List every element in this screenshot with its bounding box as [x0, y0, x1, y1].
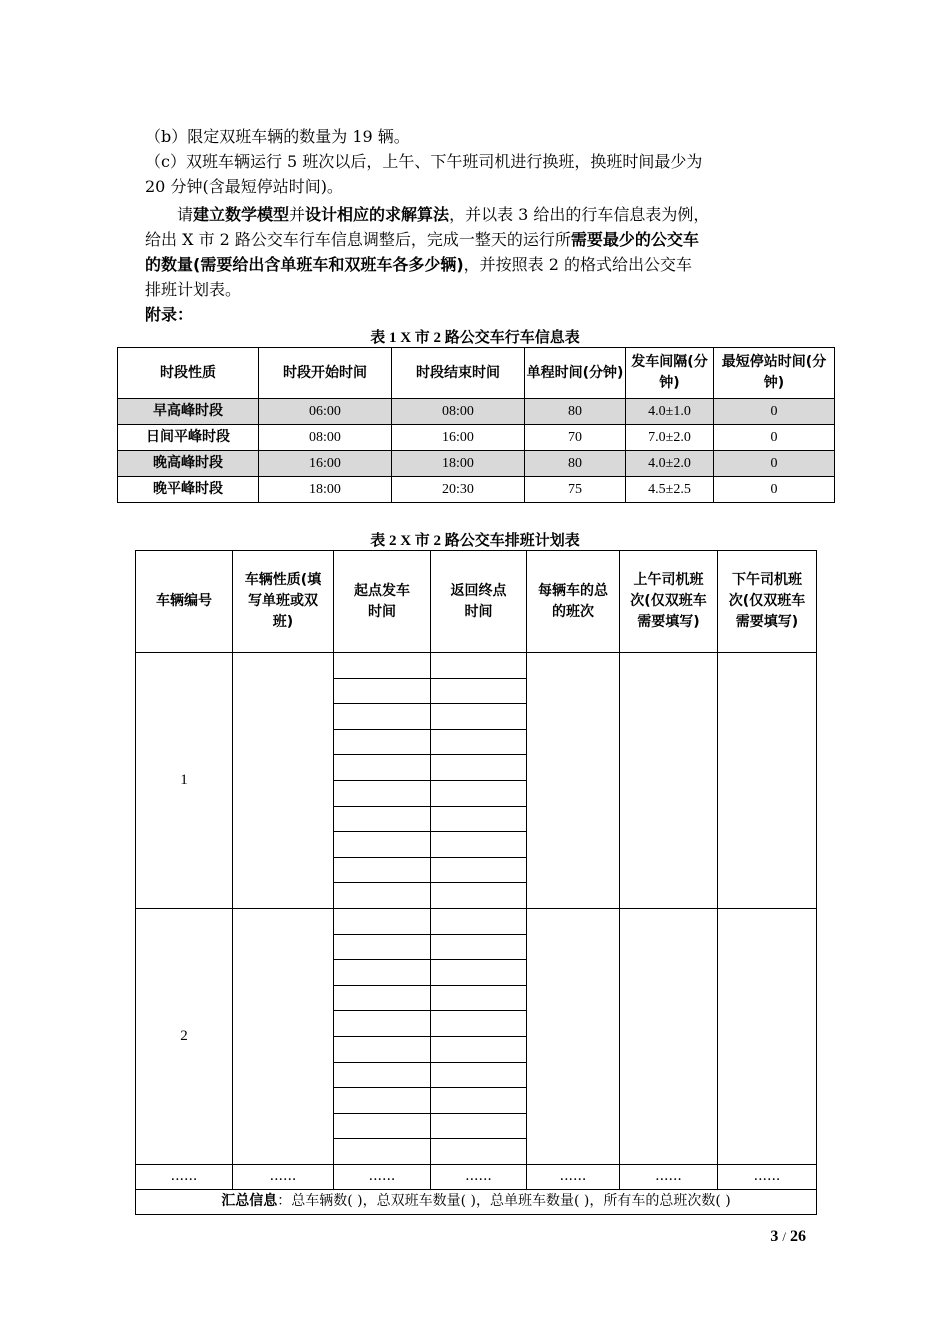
- depart-time-cell: [334, 985, 431, 1011]
- morning-driver-cell: [620, 653, 718, 909]
- depart-time-cell: [334, 806, 431, 832]
- bus-info-table: [117, 347, 835, 503]
- table-cell: 18:00: [392, 451, 525, 477]
- total-trips-cell: [527, 653, 620, 909]
- summary-cell: [136, 1189, 817, 1214]
- table-row: [136, 908, 817, 934]
- table-cell: 0: [714, 425, 835, 451]
- return-time-cell: [431, 883, 527, 909]
- depart-time-cell: [334, 729, 431, 755]
- depart-time-cell: [334, 1113, 431, 1139]
- table-cell: 06:00: [259, 399, 392, 425]
- paragraph-line: 请建立数学模型并设计相应的求解算法，并以表 3 给出的行车信息表为例，: [177, 205, 710, 224]
- return-time-cell: [431, 704, 527, 730]
- page-number: 3 / 26: [770, 1228, 806, 1245]
- header-cell: 上午司机班次(仅双班车需要填写): [620, 551, 718, 653]
- depart-time-cell: [334, 1011, 431, 1037]
- vehicle-type-cell: [233, 908, 334, 1164]
- header-cell: 单程时间(分钟): [525, 348, 626, 399]
- vehicle-id-cell: 2: [136, 908, 233, 1164]
- depart-time-cell: [334, 960, 431, 986]
- depart-time-cell: [334, 653, 431, 679]
- depart-time-cell: [334, 908, 431, 934]
- depart-time-cell: [334, 1088, 431, 1114]
- header-cell: 车辆性质(填写单班或双班): [233, 551, 334, 653]
- return-time-cell: [431, 960, 527, 986]
- header-cell: 每辆车的总的班次: [527, 551, 620, 653]
- return-time-cell: [431, 653, 527, 679]
- return-time-cell: [431, 985, 527, 1011]
- header-cell: 时段开始时间: [259, 348, 392, 399]
- table-cell: 0: [714, 399, 835, 425]
- table-row: [118, 399, 835, 425]
- table-cell: 20:30: [392, 477, 525, 503]
- paragraph-line: 排班计划表。: [145, 280, 242, 299]
- depart-time-cell: [334, 678, 431, 704]
- paragraph-line: （b）限定双班车辆的数量为 19 辆。: [145, 127, 410, 146]
- depart-time-cell: [334, 1139, 431, 1165]
- ellipsis-cell: ......: [334, 1164, 431, 1189]
- table-cell: 70: [525, 425, 626, 451]
- table-row: [118, 451, 835, 477]
- ellipsis-cell: ......: [527, 1164, 620, 1189]
- header-cell: 车辆编号: [136, 551, 233, 653]
- table-cell: 18:00: [259, 477, 392, 503]
- table-cell: 0: [714, 451, 835, 477]
- paragraph-line: 给出 X 市 2 路公交车行车信息调整后，完成一整天的运行所需要最少的公交车: [145, 230, 699, 249]
- period-cell: 晚平峰时段: [118, 477, 259, 503]
- summary-label: 汇总信息: [221, 1193, 278, 1210]
- depart-time-cell: [334, 704, 431, 730]
- depart-time-cell: [334, 1036, 431, 1062]
- vehicle-id-cell: 1: [136, 653, 233, 909]
- period-cell: 日间平峰时段: [118, 425, 259, 451]
- header-cell: 发车间隔(分钟): [626, 348, 714, 399]
- period-cell: 晚高峰时段: [118, 451, 259, 477]
- return-time-cell: [431, 1062, 527, 1088]
- return-time-cell: [431, 678, 527, 704]
- afternoon-driver-cell: [718, 653, 817, 909]
- return-time-cell: [431, 1113, 527, 1139]
- table-row: [136, 653, 817, 679]
- table-cell: 80: [525, 399, 626, 425]
- header-cell: 返回终点时间: [431, 551, 527, 653]
- afternoon-driver-cell: [718, 908, 817, 1164]
- paragraph-line: 的数量(需要给出含单班车和双班车各多少辆)，并按照表 2 的格式给出公交车: [145, 255, 692, 274]
- depart-time-cell: [334, 857, 431, 883]
- table-cell: 80: [525, 451, 626, 477]
- return-time-cell: [431, 780, 527, 806]
- summary-row: [136, 1189, 817, 1214]
- table-cell: 16:00: [392, 425, 525, 451]
- table-cell: 4.0±1.0: [626, 399, 714, 425]
- paragraph-line: 20 分钟(含最短停站时间)。: [145, 177, 343, 196]
- table-header-row: [118, 348, 835, 399]
- return-time-cell: [431, 806, 527, 832]
- vehicle-type-cell: [233, 653, 334, 909]
- table-cell: 75: [525, 477, 626, 503]
- return-time-cell: [431, 908, 527, 934]
- depart-time-cell: [334, 755, 431, 781]
- header-cell: 起点发车时间: [334, 551, 431, 653]
- table2-caption: 表 2 X 市 2 路公交车排班计划表: [370, 533, 580, 549]
- return-time-cell: [431, 832, 527, 858]
- total-trips-cell: [527, 908, 620, 1164]
- return-time-cell: [431, 1139, 527, 1165]
- depart-time-cell: [334, 934, 431, 960]
- table-cell: 08:00: [259, 425, 392, 451]
- return-time-cell: [431, 1088, 527, 1114]
- table-cell: 0: [714, 477, 835, 503]
- depart-time-cell: [334, 832, 431, 858]
- period-cell: 早高峰时段: [118, 399, 259, 425]
- table-cell: 4.0±2.0: [626, 451, 714, 477]
- table-cell: 7.0±2.0: [626, 425, 714, 451]
- table-header-row: [136, 551, 817, 653]
- summary-text: ：总车辆数( )，总双班车数量( )，总单班车数量( )，所有车的总班次数( ): [277, 1193, 731, 1210]
- return-time-cell: [431, 755, 527, 781]
- table-cell: 08:00: [392, 399, 525, 425]
- ellipsis-cell: ......: [233, 1164, 334, 1189]
- return-time-cell: [431, 1036, 527, 1062]
- schedule-table: [135, 550, 817, 1215]
- ellipsis-cell: ......: [431, 1164, 527, 1189]
- header-cell: 时段性质: [118, 348, 259, 399]
- header-cell: 时段结束时间: [392, 348, 525, 399]
- table-cell: 4.5±2.5: [626, 477, 714, 503]
- return-time-cell: [431, 729, 527, 755]
- ellipsis-cell: ......: [718, 1164, 817, 1189]
- morning-driver-cell: [620, 908, 718, 1164]
- return-time-cell: [431, 857, 527, 883]
- header-cell: 下午司机班次(仅双班车需要填写): [718, 551, 817, 653]
- ellipsis-cell: ......: [620, 1164, 718, 1189]
- return-time-cell: [431, 1011, 527, 1037]
- depart-time-cell: [334, 1062, 431, 1088]
- header-cell: 最短停站时间(分钟): [714, 348, 835, 399]
- table-row: [118, 425, 835, 451]
- return-time-cell: [431, 934, 527, 960]
- depart-time-cell: [334, 780, 431, 806]
- table1-caption: 表 1 X 市 2 路公交车行车信息表: [370, 330, 580, 346]
- paragraph-line: （c）双班车辆运行 5 班次以后，上午、下午班司机进行换班，换班时间最少为: [145, 152, 703, 171]
- depart-time-cell: [334, 883, 431, 909]
- ellipsis-cell: ......: [136, 1164, 233, 1189]
- ellipsis-row: [136, 1164, 817, 1189]
- appendix-heading: 附录：: [145, 305, 194, 324]
- table-row: [118, 477, 835, 503]
- table-cell: 16:00: [259, 451, 392, 477]
